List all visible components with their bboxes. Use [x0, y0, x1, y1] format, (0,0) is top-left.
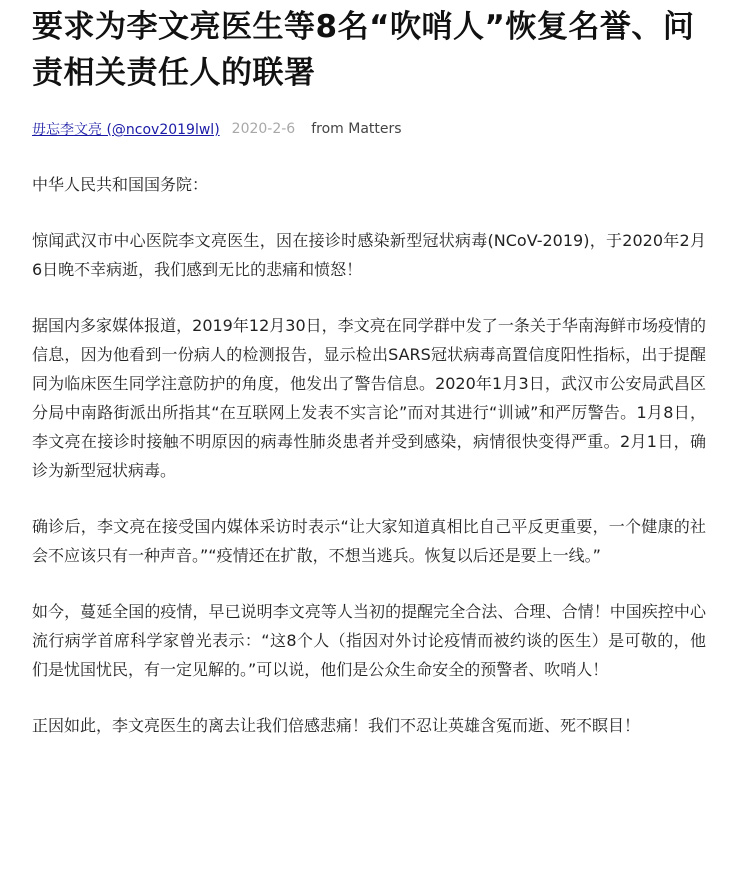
salutation-paragraph: 中华人民共和国国务院：: [32, 175, 209, 194]
body-paragraph: 确诊后，李文亮在接受国内媒体采访时表示“让大家知道真相比自己平反更重要，一个健康的社会不应该只有一种声音。”“疫情还在扩散，不想当逃兵。恢复以后还是要上一线。”: [32, 517, 706, 565]
body-paragraph: 惊闻武汉市中心医院李文亮医生，因在接诊时感染新型冠状病毒(NCoV-2019)，于2020年2月6日晚不幸病逝，我们感到无比的悲痛和愤怒！: [32, 231, 706, 279]
author-link[interactable]: 毋忘李文亮 (@ncov2019lwl): [32, 122, 220, 138]
body-paragraph: 据国内多家媒体报道，2019年12月30日，李文亮在同学群中发了一条关于华南海鲜市场疫情的信息，因为他看到一份病人的检测报告，显示检出SARS冠状病毒高置信度阳性指标，出于提醒同为临床医生同学注意防护的角度，他发出了警告信息。2020年1月3日，武汉市公安局武昌区分局中南路街派出所指其“在互联网上发表不实言论”而对其进行“训诫”和严厉警告。1月8日，李文亮在接诊时接触不明原因的病毒性肺炎患者并受到感染，病情很快变得严重。2月1日，确诊为新型冠状病毒。: [32, 316, 706, 480]
article-title: 要求为李文亮医生等8名“吹哨人”恢复名誉、问责相关责任人的联署: [32, 9, 695, 91]
body-paragraph: 正因如此，李文亮医生的离去让我们倍感悲痛！我们不忍让英雄含冤而逝、死不瞑目！: [32, 716, 641, 735]
publish-date: 2020-2-6: [231, 121, 296, 137]
body-paragraph: 如今，蔓延全国的疫情，早已说明李文亮等人当初的提醒完全合法、合理、合情！中国疾控中心流行病学首席科学家曾光表示：“这8个人（指因对外讨论疫情而被约谈的医生）是可敬的，他们是忧国忧民，有一定见解的。”可以说，他们是公众生命安全的预警者、吹哨人！: [32, 602, 706, 679]
article-meta: [32, 116, 706, 142]
source-label: from Matters: [311, 121, 402, 137]
article-body: [32, 170, 706, 740]
